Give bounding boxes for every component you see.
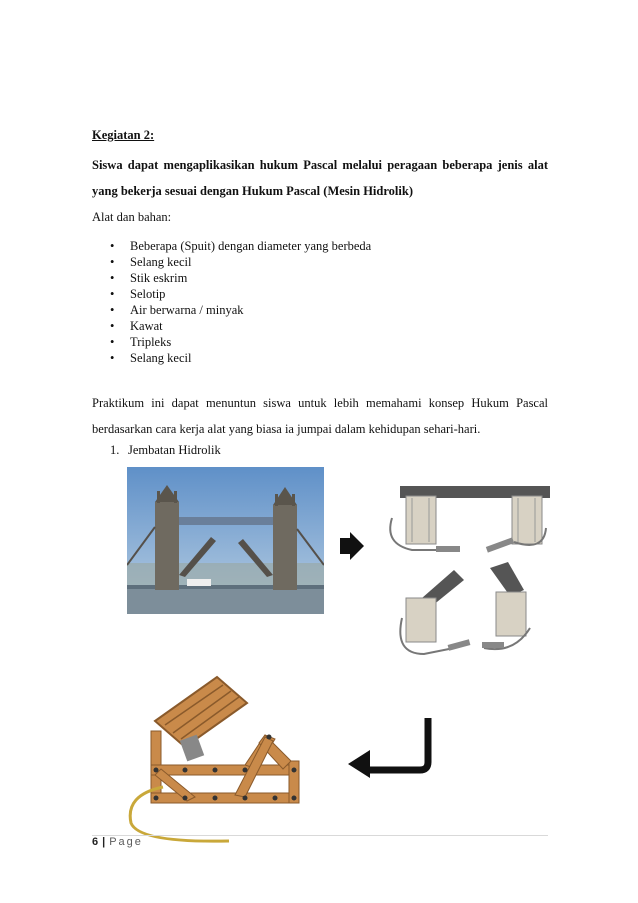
arrow-right-icon (340, 532, 364, 560)
tower-bridge-photo (127, 467, 324, 614)
tools-label: Alat dan bahan: (92, 210, 172, 224)
footer-divider (92, 835, 548, 836)
example-item (110, 443, 221, 458)
material-label: Beberapa (Spuit) dengan diameter yang berbeda (130, 239, 372, 253)
practice-paragraph: Praktikum ini dapat menuntun siswa untuk lebih memahami konsep Hukum Pascal berdasarkan cara kerja alat yang biasa ia jumpai dalam kehidupan sehari-hari. (92, 396, 548, 436)
bullet-icon: • (110, 319, 115, 333)
list-item (110, 270, 371, 286)
list-item (110, 302, 371, 318)
bullet-icon: • (110, 287, 115, 301)
bullet-icon: • (110, 351, 115, 365)
material-label: Selang kecil (130, 255, 192, 269)
material-label: Stik eskrim (130, 271, 188, 285)
list-item (110, 238, 371, 254)
material-label: Air berwarna / minyak (130, 303, 244, 317)
materials-list (110, 238, 371, 366)
bullet-icon: • (110, 335, 115, 349)
material-label: Selang kecil (130, 351, 192, 365)
bullet-icon: • (110, 271, 115, 285)
material-label: Selotip (130, 287, 166, 301)
example-number: 1. (110, 443, 120, 457)
list-item (110, 334, 371, 350)
page-number: 6 (92, 836, 99, 848)
bullet-icon: • (110, 239, 115, 253)
bullet-icon: • (110, 255, 115, 269)
material-label: Tripleks (130, 335, 172, 349)
list-item (110, 318, 371, 334)
page-label: Page (109, 836, 143, 848)
material-label: Kawat (130, 319, 163, 333)
hydraulic-bridge-model (384, 478, 554, 664)
list-item (110, 286, 371, 302)
activity-objective: Siswa dapat mengaplikasikan hukum Pascal melalui peragaan beberapa jenis alat yang bekerja sesuai dengan Hukum Pascal (Mesin Hidrolik) (92, 158, 548, 198)
page-footer (92, 836, 143, 848)
footer-separator: | (102, 836, 106, 848)
wooden-model-image (125, 665, 305, 850)
bullet-icon: • (110, 303, 115, 317)
list-item (110, 350, 371, 366)
list-item (110, 254, 371, 270)
activity-heading: Kegiatan 2: (92, 128, 155, 142)
return-arrow-icon (348, 718, 434, 778)
example-title: Jembatan Hidrolik (128, 443, 221, 457)
